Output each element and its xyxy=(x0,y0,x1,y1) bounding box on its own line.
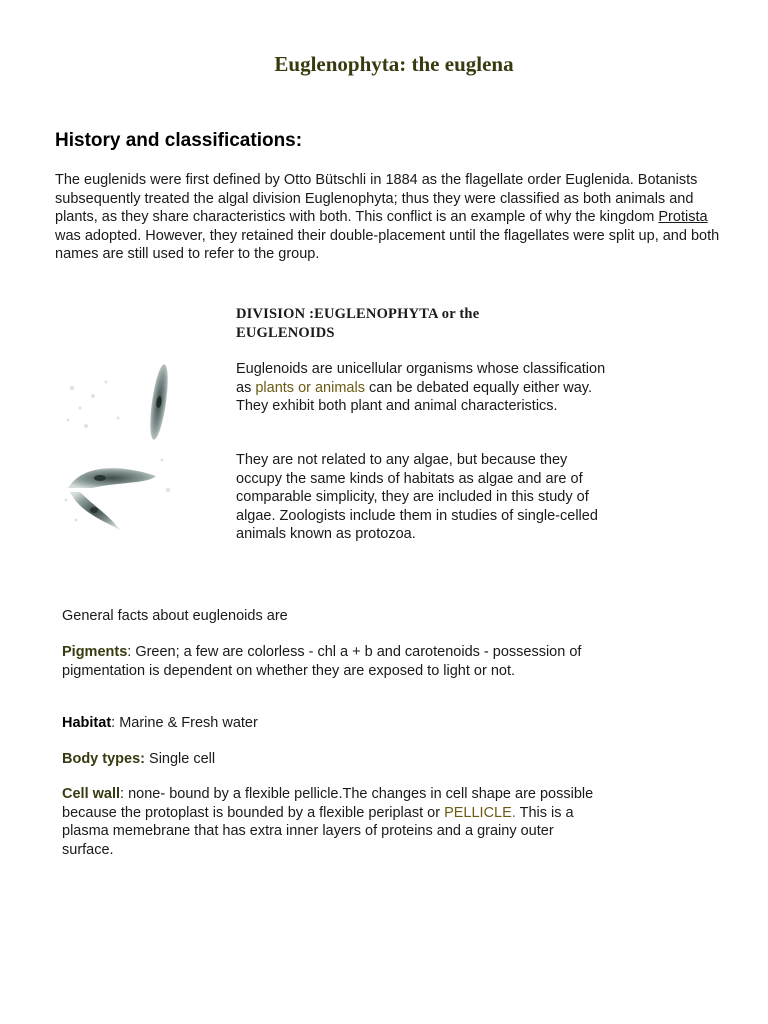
plants-or-animals-highlight: plants or animals xyxy=(255,379,365,396)
body-types-label: Body types: xyxy=(62,751,145,767)
history-heading: History and classifications: xyxy=(55,130,303,151)
fact-pigments xyxy=(62,643,607,680)
pigments-text: : Green; a few are colorless - chl a + b and carotenoids - possession of pigmentation is dependent on whether they are exposed to light or not. xyxy=(62,644,582,679)
euglena-micrograph xyxy=(58,360,182,538)
page-title: Euglenophyta: the euglena xyxy=(274,52,514,76)
facts-intro: General facts about euglenoids are xyxy=(62,608,288,624)
history-text-1: The euglenids were first defined by Otto Bütschli in 1884 as the flagellate order Euglenida. Botanists subsequently treated the algal division Euglenophyta; thus they were classified as both animals and plants, as they share characteristics with both. This conflict is an example of why the kingdom xyxy=(55,172,698,225)
habitat-text: : Marine & Fresh water xyxy=(111,715,258,731)
cell-wall-label: Cell wall xyxy=(62,786,121,802)
division-heading-line1: DIVISION :EUGLENOPHYTA or the xyxy=(236,306,480,322)
eu1-end: can be debated equally either way. They exhibit both plant and animal characteristics. xyxy=(236,379,593,414)
division-heading xyxy=(236,305,536,343)
pellicle-highlight: PELLICLE. xyxy=(444,804,516,821)
protista-link[interactable]: Protista xyxy=(658,209,708,225)
cell-wall-text: : none- bound by a flexible pellicle.The changes in cell shape are possible because the protoplast is bounded by a flexible periplast or xyxy=(62,786,594,821)
pigments-label: Pigments xyxy=(62,644,128,660)
eu1-start: Euglenoids are unicellular organisms whose classification as xyxy=(236,361,606,396)
body-types-text: Single cell xyxy=(145,751,216,767)
fact-habitat xyxy=(62,714,607,733)
fact-body-types xyxy=(62,750,607,769)
history-paragraph xyxy=(55,171,735,264)
euglena-cell-lower-1 xyxy=(68,468,156,488)
habitat-label: Habitat xyxy=(62,715,112,731)
cell-wall-text-2: This is a plasma memebrane that has extra inner layers of proteins and a grainy outer surface. xyxy=(62,804,574,858)
euglenoids-paragraph-1 xyxy=(236,360,616,416)
fact-cell-wall xyxy=(62,785,607,859)
division-heading-line2: EUGLENOIDS xyxy=(236,325,335,341)
euglenoids-paragraph-2: They are not related to any algae, but because they occupy the same kinds of habitats as algae and are of comparable simplicity, they are included in this study of algae. Zoologists include them in studies of single-celled animals known as protozoa. xyxy=(236,452,598,542)
history-text-2: was adopted. However, they retained their double-placement until the flagellates were split up, and both names are still used to refer to the group. xyxy=(55,227,720,262)
